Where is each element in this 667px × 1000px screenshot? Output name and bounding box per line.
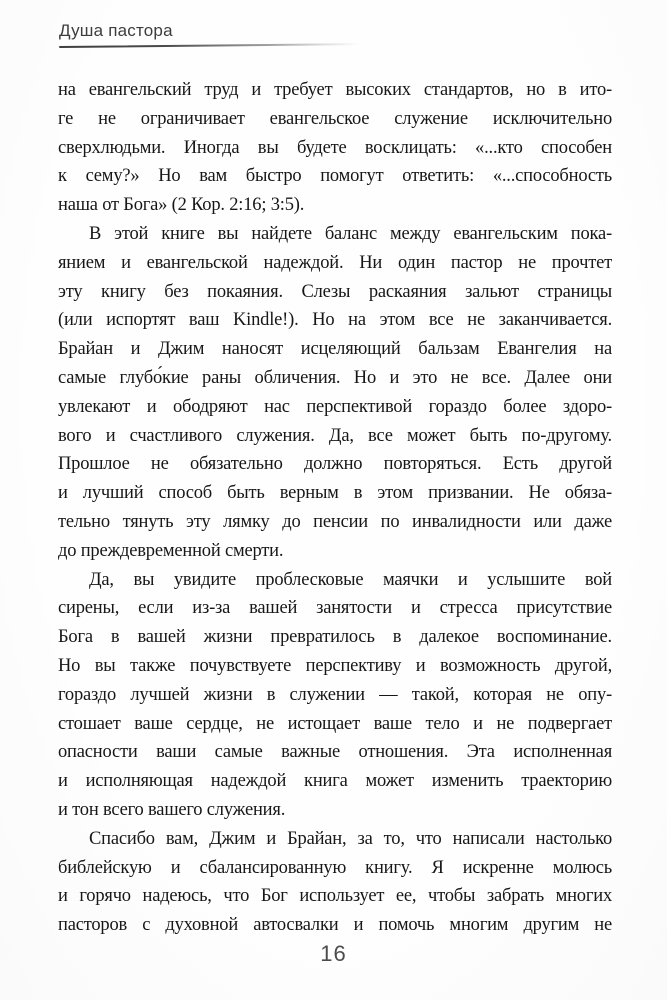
text-line: до преждевременной смерти. <box>58 540 284 561</box>
text-line: гораздо лучшей жизни в служении — такой, которая не опу- <box>58 684 612 705</box>
paragraph <box>58 825 612 940</box>
text-line: на евангельский труд и требует высоких стандартов, но в ито- <box>58 80 612 100</box>
text-line: эту книгу без покаяния. Слезы раскаяния зальют страницы <box>58 281 612 302</box>
text-line: опасности ваши самые важные отношения. Эта исполненная <box>58 742 612 763</box>
text-line: библейскую и сбалансированную книгу. Я искренне молюсь <box>58 857 612 878</box>
text-line: вого и счастливого служения. Да, все может быть по-другому. <box>58 425 612 446</box>
text-line: Спасибо вам, Джим и Брайан, за то, что написали настолько <box>89 828 612 849</box>
text-line: Брайан и Джим наносят исцеляющий бальзам Евангелия на <box>58 339 612 360</box>
page-header <box>59 20 613 48</box>
text-line: сверхлюдьми. Иногда вы будете восклицать: «...кто способен <box>58 137 612 158</box>
text-line: наша от Бога» (2 Кор. 2:16; 3:5). <box>58 195 305 216</box>
text-line: и тон всего вашего служения. <box>58 799 286 820</box>
text-line: и горячо надеюсь, что Бог использует ее, чтобы забрать многих <box>58 886 612 907</box>
text-line: к сему?» Но вам быстро помогут ответить: «...способность <box>58 166 612 187</box>
text-line: самые глубо́кие раны обличения. Но и это не все. Далее они <box>58 367 612 388</box>
paragraph <box>58 220 612 566</box>
text-line: стошает ваше сердце, не истощает ваше тело и не подвергает <box>58 713 612 734</box>
paragraph <box>58 76 612 220</box>
page-footer <box>0 941 667 967</box>
text-line: Бога в вашей жизни превратилось в далекое воспоминание. <box>58 627 612 648</box>
body-text <box>58 76 612 940</box>
text-line: Но вы также почувствуете перспективу и возможность другой, <box>58 655 612 676</box>
text-line: янием и евангельской надеждой. Ни один пастор не прочтет <box>58 252 612 273</box>
running-header-title: Душа пастора <box>59 21 173 40</box>
page-number: 16 <box>320 941 347 966</box>
text-line: и исполняющая надеждой книга может изменить траекторию <box>58 771 612 792</box>
text-line: сирены, если из-за вашей занятости и стресса присутствие <box>58 598 612 619</box>
paragraph <box>58 566 612 825</box>
text-line: Да, вы увидите проблесковые маячки и услышите вой <box>89 569 612 590</box>
text-line: (или испортят ваш Kindle!). Но на этом все не заканчивается. <box>58 310 612 331</box>
text-line: тельно тянуть эту лямку до пенсии по инвалидности или даже <box>58 511 612 532</box>
text-line: ге не ограничивает евангельское служение исключительно <box>58 108 612 129</box>
header-rule <box>59 43 359 48</box>
text-line: пасторов с духовной автосвалки и помочь многим другим не <box>58 915 612 936</box>
text-line: увлекают и ободряют нас перспективой гораздо более здоро- <box>58 396 612 417</box>
text-line: Прошлое не обязательно должно повторяться. Есть другой <box>58 454 612 475</box>
text-line: и лучший способ быть верным в этом призвании. Не обяза- <box>58 483 612 504</box>
text-line: В этой книге вы найдете баланс между евангельским пока- <box>89 223 612 244</box>
